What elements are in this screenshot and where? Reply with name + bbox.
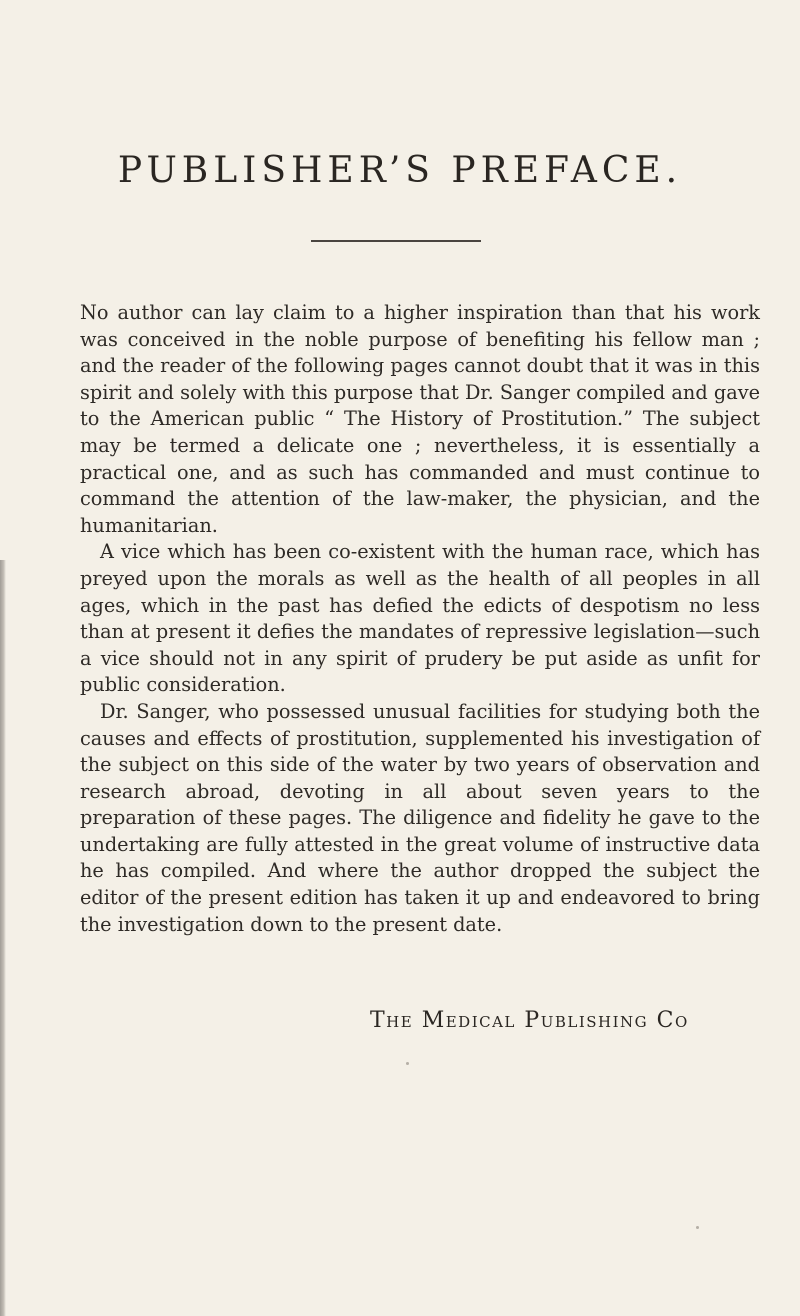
paper-speck (406, 1062, 409, 1065)
title-divider (311, 240, 481, 242)
preface-body (80, 300, 760, 938)
paragraph-3: Dr. Sanger, who possessed unusual facilities for studying both the causes and effects of prostitution, supplemented his investigation of the subject on this side of the water by two years of observation and research abroad, devoting in all about seven years to the preparation of these pages. The diligence and fidelity he gave to the undertaking are fully attested in the great volume of instructive data he has compiled. And where the author dropped the subject the editor of the present edition has taken it up and endeavored to bring the investigation down to the present date. (80, 699, 760, 936)
publisher-signature: The Medical Publishing Co (370, 1008, 689, 1033)
page-title: PUBLISHER’S PREFACE. (117, 150, 683, 191)
paper-speck (696, 1226, 699, 1229)
paragraph-1: No author can lay claim to a higher inspiration than that his work was conceived in the noble purpose of benefiting his fellow man ; and the reader of the following pages cannot doubt that it was in this spirit and solely with this purpose that Dr. Sanger compiled and gave to the American public “ The History of Prostitution.” The subject may be termed a delicate one ; nevertheless, it is essentially a practical one, and as such has commanded and must continue to command the attention of the law-maker, the physician, and the humanitarian. (80, 301, 760, 537)
page-edge-shadow (0, 560, 6, 1316)
paragraph-2: A vice which has been co-existent with the human race, which has preyed upon the morals as well as the health of all peoples in all ages, which in the past has defied the edicts of despotism no less than at present it defies the mandates of repressive legislation—such a vice should not in any spirit of prudery be put aside as unfit for public consideration. (80, 540, 760, 697)
